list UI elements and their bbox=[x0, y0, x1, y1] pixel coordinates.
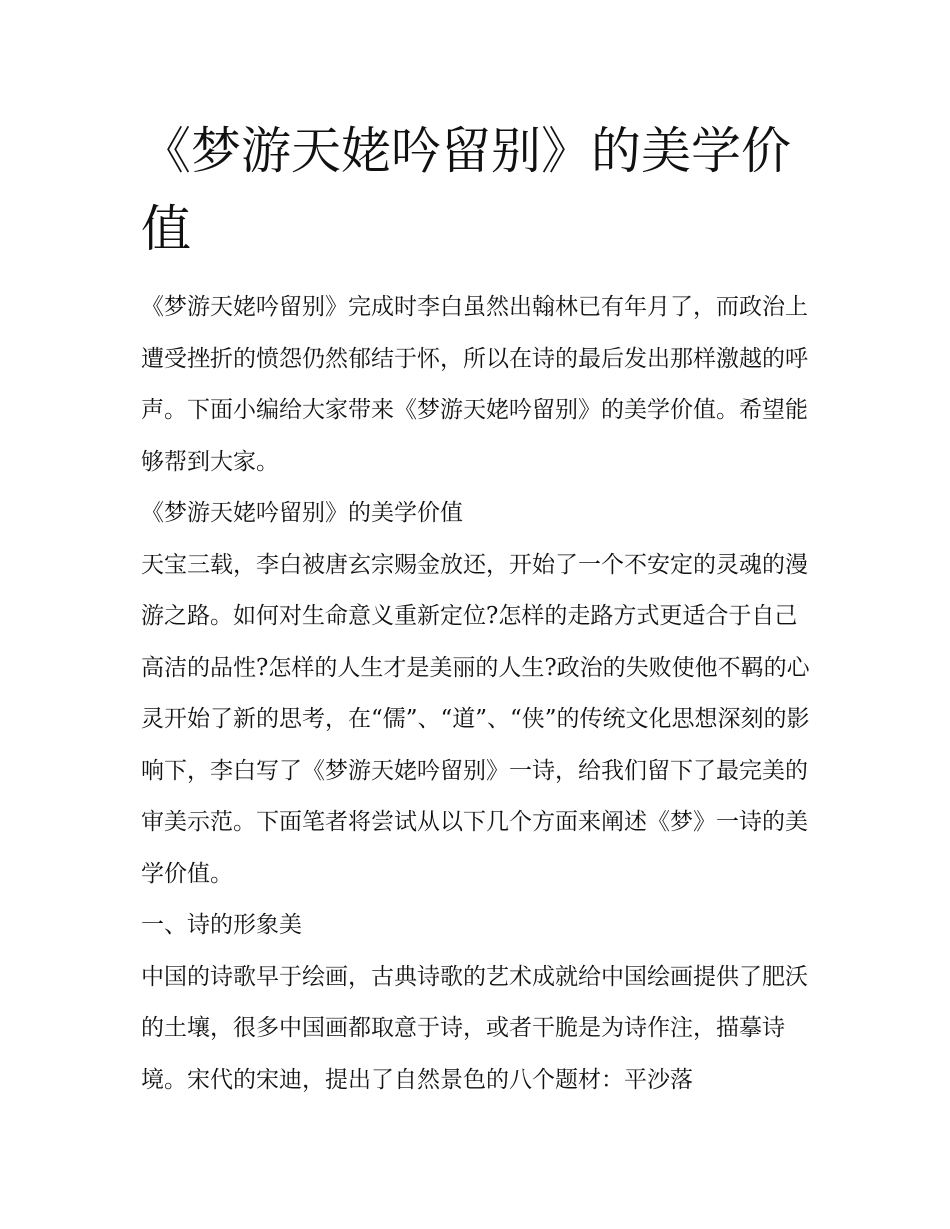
body-paragraph-background: 天宝三载，李白被唐玄宗赐金放还，开始了一个不安定的灵魂的漫游之路。如何对生命意义重新定位?怎样的走路方式更适合于自己高洁的品性?怎样的人生才是美丽的人生?政治的失败使他不羁的心灵开始了新的思考，在“儒”、“道”、“侠”的传统文化思想深刻的影响下，李白写了《梦游天姥吟留别》一诗，给我们留下了最完美的审美示范。下面笔者将尝试从以下几个方面来阐述《梦》一诗的美学价值。 bbox=[141, 551, 810, 887]
section-heading-aesthetic-value: 《梦游天姥吟留别》的美学价值 bbox=[141, 500, 463, 526]
section-heading-image-beauty: 一、诗的形象美 bbox=[141, 912, 302, 938]
document-content bbox=[141, 112, 817, 1106]
body-paragraph-poetry-painting: 中国的诗歌早于绘画，古典诗歌的艺术成就给中国绘画提供了肥沃的土壤，很多中国画都取意于诗，或者干脆是为诗作注，描摹诗境。宋代的宋迪，提出了自然景色的八个题材：平沙落 bbox=[141, 963, 808, 1093]
document-title: 《梦游天姥吟留别》的美学价值 bbox=[141, 122, 791, 258]
intro-paragraph: 《梦游天姥吟留别》完成时李白虽然出翰林已有年月了，而政治上遭受挫折的愤怨仍然郁结于怀，所以在诗的最后发出那样激越的呼声。下面小编给大家带来《梦游天姥吟留别》的美学价值。希望能够帮到大家。 bbox=[141, 294, 808, 475]
